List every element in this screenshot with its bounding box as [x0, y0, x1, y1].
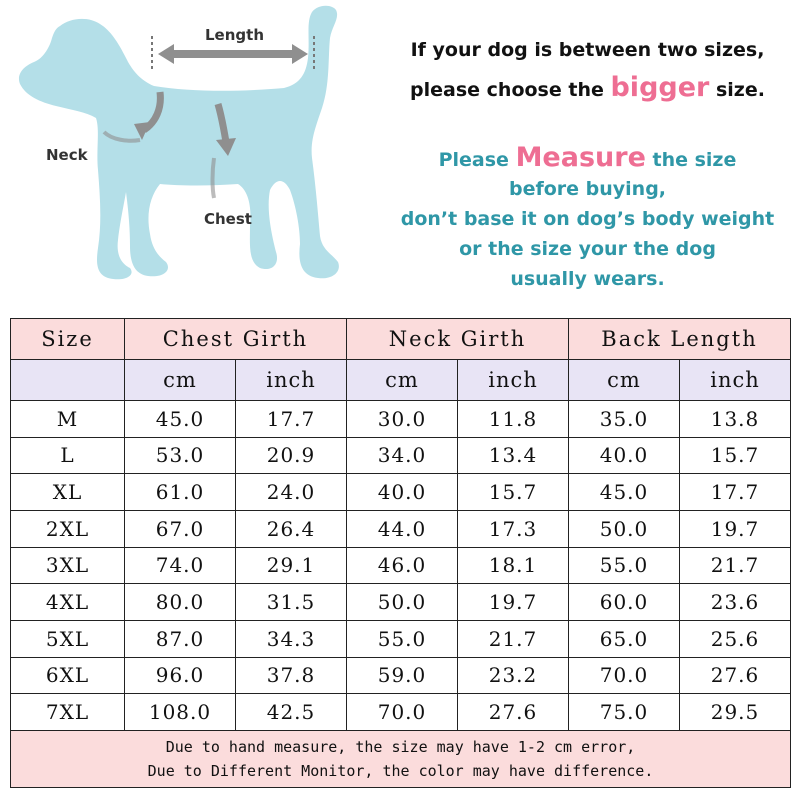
measure-advice-line2: before buying,: [508, 178, 667, 200]
unit-blank: [11, 360, 125, 401]
cell-chest-cm: 61.0: [125, 474, 236, 511]
header-neck-girth: Neck Girth: [347, 319, 569, 360]
measure-advice-line3: don’t base it on dog’s body weight: [400, 208, 775, 230]
footer-note: [11, 731, 791, 788]
length-arrow: [158, 44, 308, 64]
bigger-emphasis: bigger: [610, 72, 710, 103]
header-chest-girth: Chest Girth: [125, 319, 347, 360]
cell-neck-cm: 30.0: [347, 401, 458, 438]
cell-size: XL: [11, 474, 125, 511]
cell-neck-cm: 46.0: [347, 547, 458, 584]
cell-back-inch: 25.6: [680, 620, 791, 657]
cell-back-cm: 55.0: [569, 547, 680, 584]
cell-neck-cm: 34.0: [347, 437, 458, 474]
cell-chest-inch: 37.8: [236, 657, 347, 694]
cell-neck-cm: 50.0: [347, 584, 458, 621]
cell-chest-cm: 96.0: [125, 657, 236, 694]
cell-chest-inch: 29.1: [236, 547, 347, 584]
size-chart-table: [10, 318, 791, 788]
unit-back-inch: inch: [680, 360, 791, 401]
cell-neck-inch: 21.7: [458, 620, 569, 657]
table-row: [11, 510, 791, 547]
cell-size: L: [11, 437, 125, 474]
measure-emphasis: Measure: [515, 142, 646, 173]
measure-advice-suffix: the size: [645, 149, 737, 171]
cell-neck-inch: 18.1: [458, 547, 569, 584]
header-row: [11, 319, 791, 360]
cell-size: 3XL: [11, 547, 125, 584]
cell-back-cm: 35.0: [569, 401, 680, 438]
cell-back-cm: 65.0: [569, 620, 680, 657]
cell-neck-inch: 17.3: [458, 510, 569, 547]
cell-back-inch: 21.7: [680, 547, 791, 584]
cell-back-cm: 50.0: [569, 510, 680, 547]
unit-chest-inch: inch: [236, 360, 347, 401]
cell-back-cm: 60.0: [569, 584, 680, 621]
table-row: [11, 657, 791, 694]
header-back-length: Back Length: [569, 319, 791, 360]
cell-back-cm: 75.0: [569, 694, 680, 731]
measure-advice-line4: or the size your the dog: [459, 238, 716, 260]
neck-label: Neck: [46, 146, 88, 164]
cell-neck-inch: 19.7: [458, 584, 569, 621]
table-row: [11, 437, 791, 474]
header-size: Size: [11, 319, 125, 360]
cell-size: 6XL: [11, 657, 125, 694]
cell-size: 5XL: [11, 620, 125, 657]
table-body: [11, 401, 791, 731]
footer-note-line1: Due to hand measure, the size may have 1-2 cm error,: [165, 738, 636, 756]
size-advice-line1: If your dog is between two sizes,: [410, 39, 765, 61]
cell-back-inch: 27.6: [680, 657, 791, 694]
cell-chest-inch: 20.9: [236, 437, 347, 474]
cell-chest-cm: 67.0: [125, 510, 236, 547]
cell-back-cm: 45.0: [569, 474, 680, 511]
table-row: [11, 620, 791, 657]
chest-label: Chest: [204, 210, 252, 228]
cell-neck-cm: 70.0: [347, 694, 458, 731]
cell-size: 7XL: [11, 694, 125, 731]
cell-neck-cm: 59.0: [347, 657, 458, 694]
cell-neck-inch: 11.8: [458, 401, 569, 438]
cell-neck-cm: 55.0: [347, 620, 458, 657]
cell-back-inch: 15.7: [680, 437, 791, 474]
measure-advice-prefix: Please: [438, 149, 516, 171]
cell-chest-cm: 74.0: [125, 547, 236, 584]
cell-chest-cm: 87.0: [125, 620, 236, 657]
cell-chest-inch: 42.5: [236, 694, 347, 731]
table-row: [11, 547, 791, 584]
table-row: [11, 474, 791, 511]
cell-neck-cm: 44.0: [347, 510, 458, 547]
unit-chest-cm: cm: [125, 360, 236, 401]
measure-advice-line5: usually wears.: [510, 268, 665, 290]
cell-neck-inch: 15.7: [458, 474, 569, 511]
cell-back-inch: 29.5: [680, 694, 791, 731]
measure-advice-line1: [385, 143, 790, 175]
cell-size: 4XL: [11, 584, 125, 621]
unit-back-cm: cm: [569, 360, 680, 401]
cell-chest-inch: 17.7: [236, 401, 347, 438]
cell-neck-inch: 27.6: [458, 694, 569, 731]
cell-back-inch: 13.8: [680, 401, 791, 438]
table-row: [11, 694, 791, 731]
cell-neck-inch: 23.2: [458, 657, 569, 694]
cell-back-inch: 19.7: [680, 510, 791, 547]
cell-chest-inch: 26.4: [236, 510, 347, 547]
cell-back-cm: 70.0: [569, 657, 680, 694]
cell-neck-cm: 40.0: [347, 474, 458, 511]
cell-chest-cm: 53.0: [125, 437, 236, 474]
dog-silhouette: [19, 6, 339, 280]
cell-chest-cm: 80.0: [125, 584, 236, 621]
length-label: Length: [205, 26, 264, 44]
cell-size: M: [11, 401, 125, 438]
unit-neck-inch: inch: [458, 360, 569, 401]
table-row: [11, 401, 791, 438]
table-row: [11, 584, 791, 621]
cell-neck-inch: 13.4: [458, 437, 569, 474]
size-advice-suffix: size.: [709, 79, 765, 101]
cell-back-cm: 40.0: [569, 437, 680, 474]
footer-note-line2: Due to Different Monitor, the color may have difference.: [147, 762, 654, 780]
cell-back-inch: 17.7: [680, 474, 791, 511]
cell-chest-inch: 31.5: [236, 584, 347, 621]
size-advice-text: please choose the: [410, 79, 611, 101]
cell-chest-cm: 45.0: [125, 401, 236, 438]
cell-chest-inch: 24.0: [236, 474, 347, 511]
footer-row: [11, 731, 791, 788]
unit-row: [11, 360, 791, 401]
cell-size: 2XL: [11, 510, 125, 547]
size-advice-line2: [385, 74, 790, 104]
cell-chest-inch: 34.3: [236, 620, 347, 657]
unit-neck-cm: cm: [347, 360, 458, 401]
cell-back-inch: 23.6: [680, 584, 791, 621]
cell-chest-cm: 108.0: [125, 694, 236, 731]
